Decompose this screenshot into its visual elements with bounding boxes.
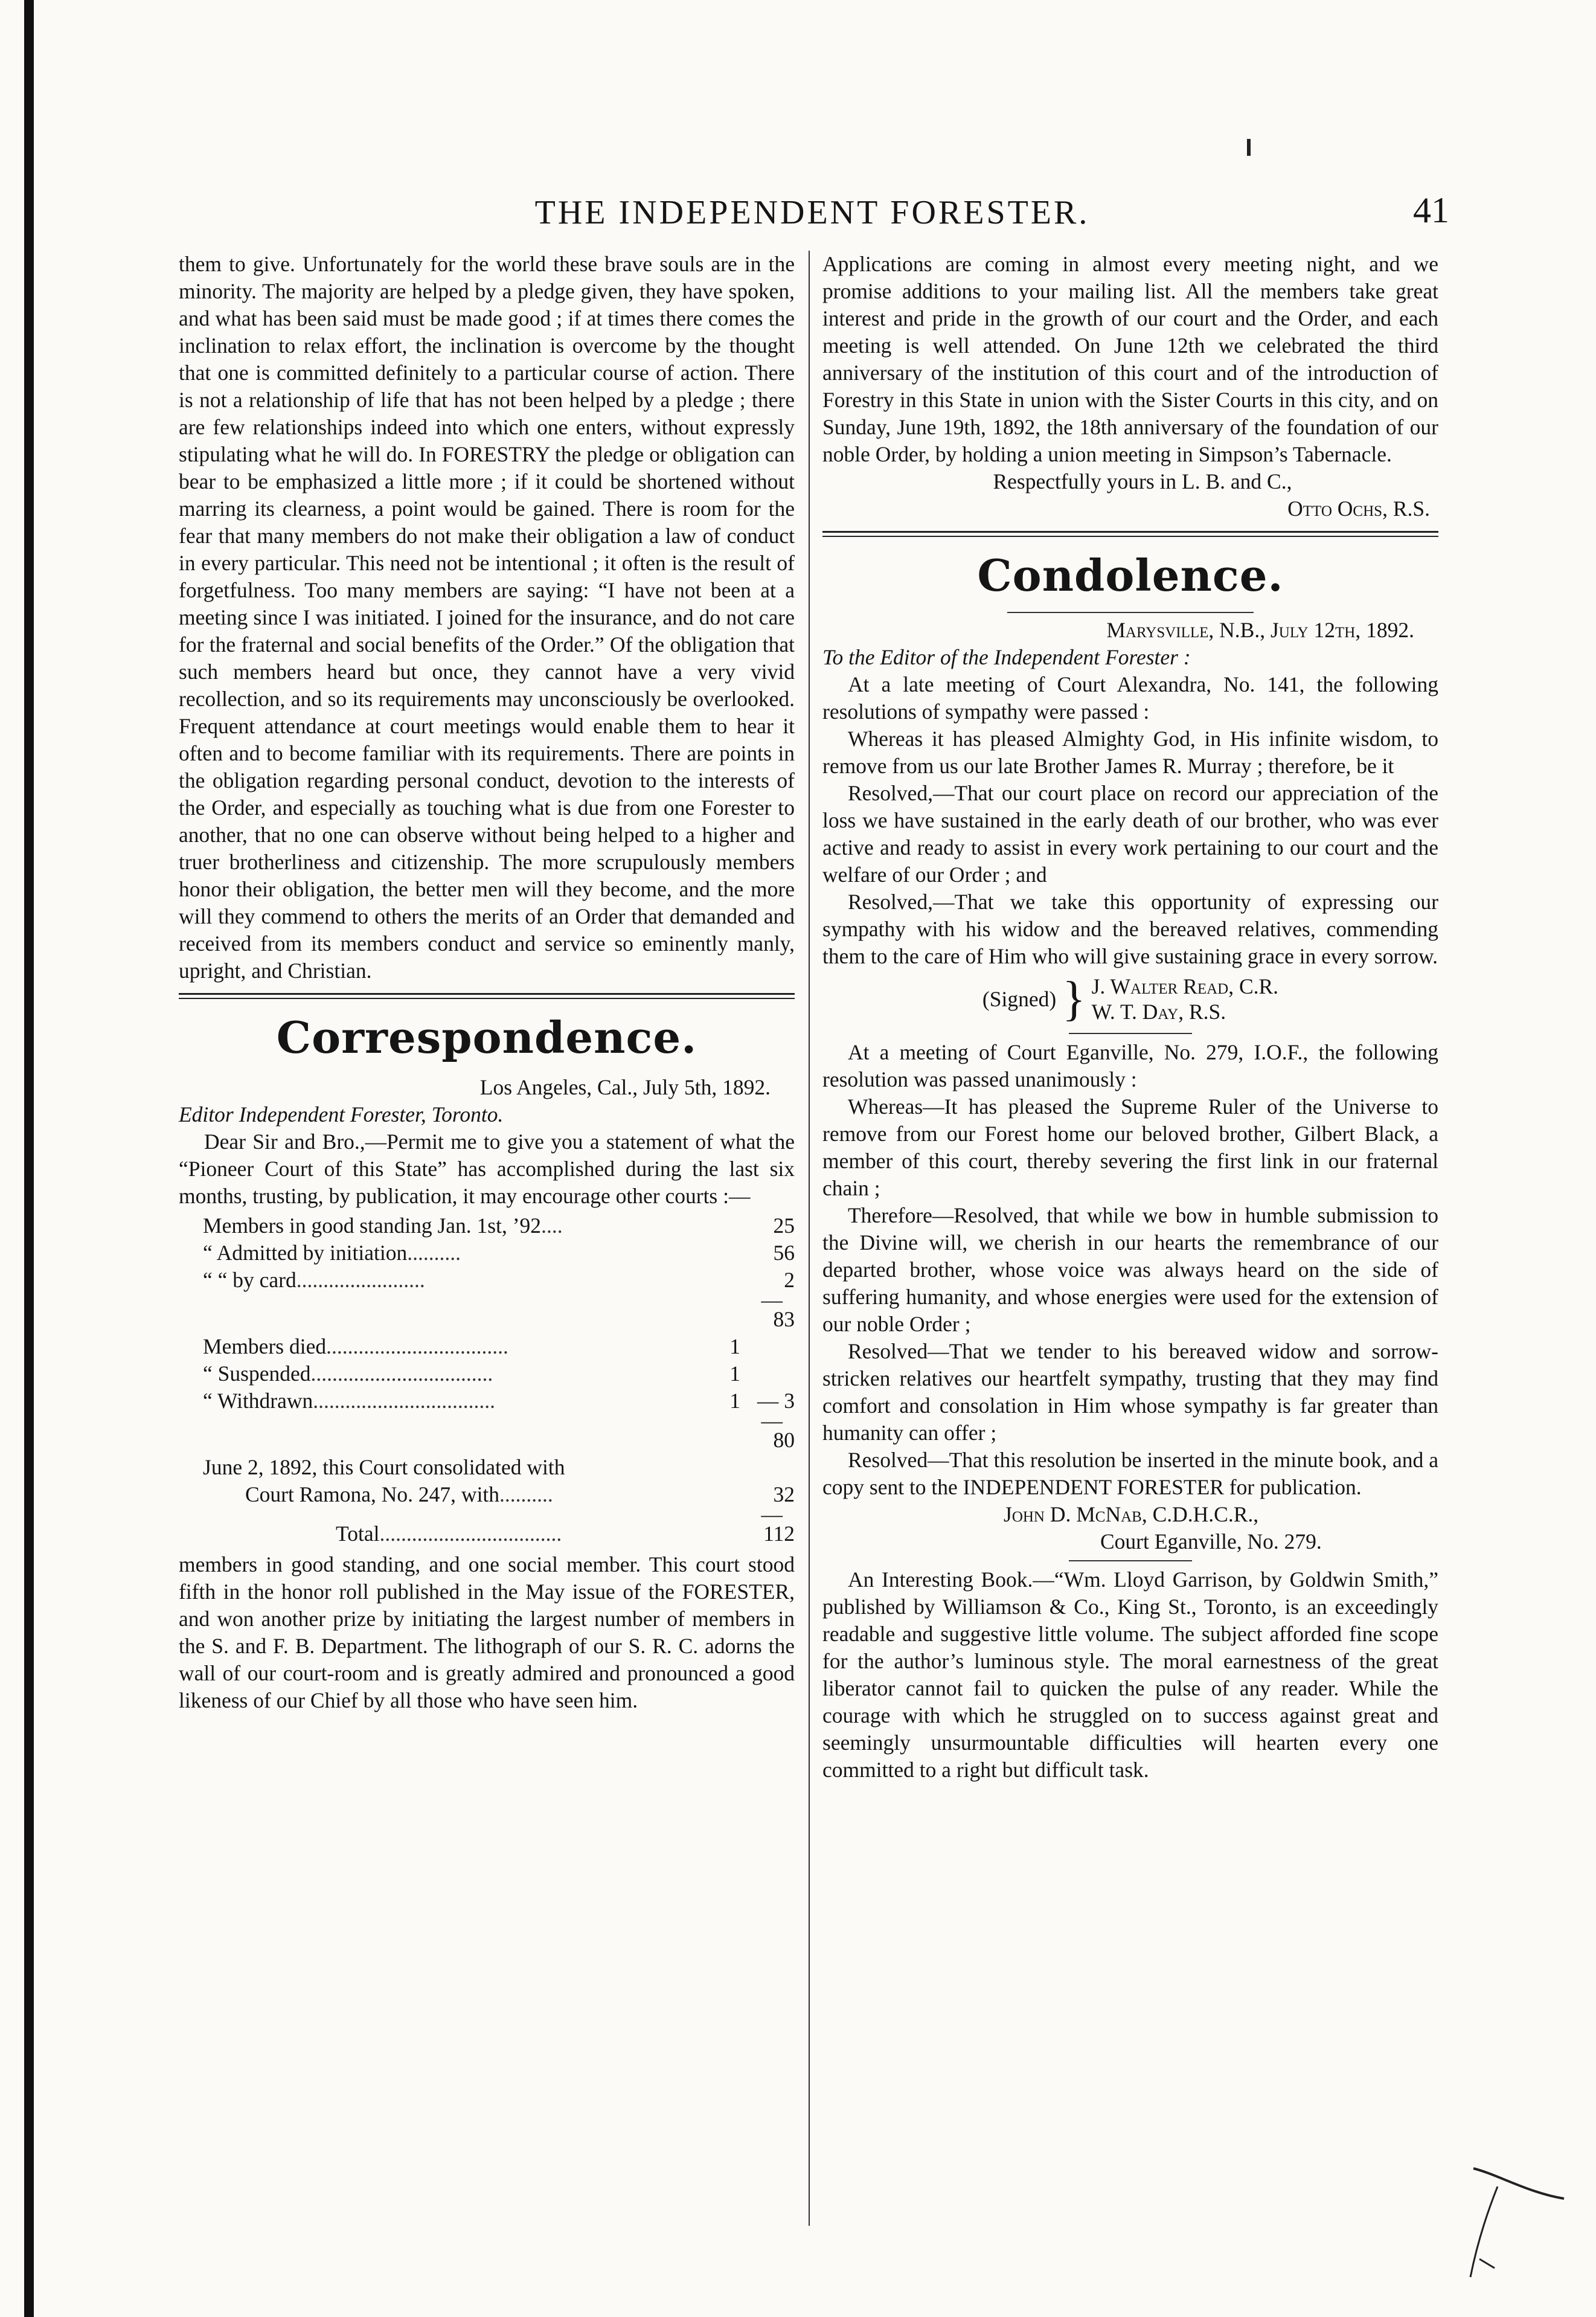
- signatories: [822, 974, 1438, 1024]
- condolence-paragraph: Resolved,—That our court place on record our appreciation of the loss we have sustained in the early death of our brother, who was ever active and ready to assist in every work pertaining to our court and the welfare of our Order ; and: [822, 781, 1438, 887]
- table-row: “ “ by card ........................ 2: [203, 1268, 795, 1292]
- condolence-paragraph: Resolved—That we tender to his bereaved widow and sorrow-stricken relatives our heartfelt sympathy, trusting that they may find comfort and consolation in Him whose sympathy is far greater than humanity can offer ;: [822, 1339, 1438, 1445]
- table-row: Members in good standing Jan. 1st, ’92 .... 25: [203, 1213, 795, 1238]
- condolence-paragraph: Whereas it has pleased Almighty God, in His infinite wisdom, to remove from us our late Brother James R. Murray ; therefore, be it: [822, 727, 1438, 778]
- sum-rule: —: [761, 1288, 783, 1312]
- condolence-dateline: Marysville, N.B., July 12th, 1892.: [1106, 618, 1414, 642]
- separator-rule: [1069, 1560, 1192, 1561]
- brace-glyph: }: [1062, 972, 1086, 1026]
- table-row: “ Suspended .................................. 1: [203, 1361, 740, 1386]
- page-header: [175, 187, 1449, 242]
- book-notice: An Interesting Book.—“Wm. Lloyd Garrison, by Goldwin Smith,” published by Williamson & Co., King St., Toronto, is an exceedingly readable and suggestive little volume. The subject afforded fine scope for the author’s luminous style. The moral earnestness of the great liberator cannot fail to quicken the pulse of any reader. While the courage with which he struggled on to success against great and seemingly unsurmountable difficulties will hearten every one committed to a right but difficult task.: [822, 1567, 1438, 1782]
- signed-label: (Signed): [982, 986, 1057, 1011]
- table-row: “ Admitted by initiation .......... 56: [203, 1241, 795, 1265]
- letter-dateline: Los Angeles, Cal., July 5th, 1892.: [479, 1075, 771, 1099]
- condolence-paragraph: At a late meeting of Court Alexandra, No. 141, the following resolutions of sympathy were passed :: [822, 672, 1438, 724]
- table-row: Members died .................................. 1: [203, 1334, 740, 1358]
- signatory: J. Walter Read, C.R.: [1091, 974, 1279, 998]
- condolence-paragraph: Therefore—Resolved, that while we bow in humble submission to the Divine will, we cherish in our hearts the remembrance of our departed brother, whose voice was always heard on the side of suffering humanity, and whose energies were used for the extension of our noble Order ;: [822, 1203, 1438, 1336]
- letter-conclusion: members in good standing, and one social member. This court stood fifth in the honor roll published in the May issue of the FORESTER, and won another prize by initiating the largest number of members in the S. and F. B. Department. The lithograph of our S. R. C. adorns the wall of our court-room and is greatly admired and pronounced a good likeness of our Chief by all those who have seen him.: [179, 1552, 795, 1712]
- left-column: [179, 251, 795, 1714]
- subtotal: 83: [773, 1307, 795, 1331]
- signatory-names: [1092, 974, 1278, 1024]
- separator-rule: [1069, 1033, 1192, 1034]
- section-rule: [822, 531, 1438, 537]
- letter-intro: Dear Sir and Bro.,—Permit me to give you a statement of what the “Pioneer Court of this State” has accomplished during the last six months, trusting, by publication, it may encourage other courts :—: [179, 1130, 795, 1208]
- condolence-paragraph: Resolved—That this resolution be inserted in the minute book, and a copy sent to the INDEPENDENT FORESTER for publication.: [822, 1448, 1438, 1499]
- resolution-signature: John D. McNab, C.D.H.C.R.,: [1004, 1502, 1259, 1526]
- sum-rule: —: [761, 1502, 783, 1526]
- condolence-to-editor: To the Editor of the Independent Forester :: [822, 645, 1191, 669]
- column-divider: [809, 251, 810, 2226]
- correspondence-heading: Correspondence.: [276, 1012, 697, 1063]
- publication-title: THE INDEPENDENT FORESTER.: [534, 194, 1090, 231]
- subtotal: 80: [773, 1428, 795, 1452]
- letter-salutation-editor: Editor Independent Forester, Toronto.: [179, 1102, 504, 1126]
- letter-continuation: Applications are coming in almost every meeting night, and we promise additions to your mailing list. All the members take great interest and pride in the growth of our court and the Order, and each meeting is well attended. On June 12th we celebrated the third anniversary of the institution of this court and of the introduction of Forestry in this State in union with the Sister Courts in this city, and on Sunday, June 19th, 1892, the 18th anniversary of the foundation of our noble Order, by holding a union meeting in Simpson’s Tabernacle.: [822, 252, 1438, 466]
- resolution-signature-court: Court Eganville, No. 279.: [1100, 1529, 1322, 1554]
- right-column: [822, 251, 1438, 1784]
- table-row: June 2, 1892, this Court consolidated with: [203, 1455, 565, 1479]
- condolence-paragraph: At a meeting of Court Eganville, No. 279, I.O.F., the following resolution was passed unanimously :: [822, 1040, 1438, 1091]
- table-row-total: Total .................................. 112: [336, 1522, 795, 1546]
- condolence-heading: Condolence.: [977, 550, 1284, 601]
- page-edge-bar: [24, 0, 34, 2317]
- pen-scratch-mark: [1461, 2150, 1570, 2283]
- heading-underline: [1007, 612, 1254, 613]
- article-continuation: them to give. Unfortunately for the world these brave souls are in the minority. The majority are helped by a pledge given, they have spoken, and what has been said must be made good ; if at times there comes the inclination to relax effort, the inclination is overcome by the thought that one is committed definitely to a particular course of action. There is not a relationship of life that has not been helped by a pledge ; there are few relationships indeed into which one enters, without expressly stipulating what he will do. In FORESTRY the pledge or obligation can bear to be emphasized a little more ; if it could be shortened without marring its clearness, a point would be gained. There is room for the fear that many members do not make their obligation a law of conduct in every particular. This need not be intentional ; it often is the result of forgetfulness. Too many members are saying: “I have not been at a meeting since I was initiated. I joined for the insurance, and do not care for the fraternal and social benefits of the Order.” Of the obligation that such members heard but once, they cannot have a very vivid recollection, and so its requirements may unconsciously be overlooked. Frequent attendance at court meetings would enable them to hear it often and to become familiar with its requirements. There are points in the obligation regarding personal conduct, devotion to the interests of the Order, and especially as touching what is due from one Forester to another, that no one can observe without being helped to a higher and truer brotherliness and citizenship. The more scrupulously members honor their obligation, the better men will they become, and the more will they commend to others the merits of an Order that demanded and received from its members conduct and service so eminently manly, upright, and Christian.: [179, 252, 795, 983]
- letter-signature: Otto Ochs, R.S.: [1287, 496, 1430, 521]
- condolence-paragraph: Whereas—It has pleased the Supreme Ruler of the Universe to remove from our Forest home our beloved brother, Gilbert Black, a member of this court, thereby severing the first link in our fraternal chain ;: [822, 1094, 1438, 1200]
- membership-table: [179, 1212, 795, 1547]
- letter-closing: Respectfully yours in L. B. and C.,: [993, 469, 1292, 493]
- condolence-paragraph: Resolved,—That we take this opportunity of expressing our sympathy with his widow and the bereaved relatives, commending them to the care of Him who will give sustaining grace in every sorrow.: [822, 890, 1438, 968]
- section-rule: [179, 993, 795, 999]
- page-number: 41: [1413, 190, 1449, 230]
- sum-rule: —: [761, 1409, 783, 1433]
- table-row: “ Withdrawn .................................. 1 — 3: [203, 1389, 795, 1413]
- table-row: Court Ramona, No. 247, with .......... 32: [245, 1482, 795, 1506]
- signatory: W. T. Day, R.S.: [1091, 1000, 1226, 1024]
- page-speck: [1247, 139, 1251, 156]
